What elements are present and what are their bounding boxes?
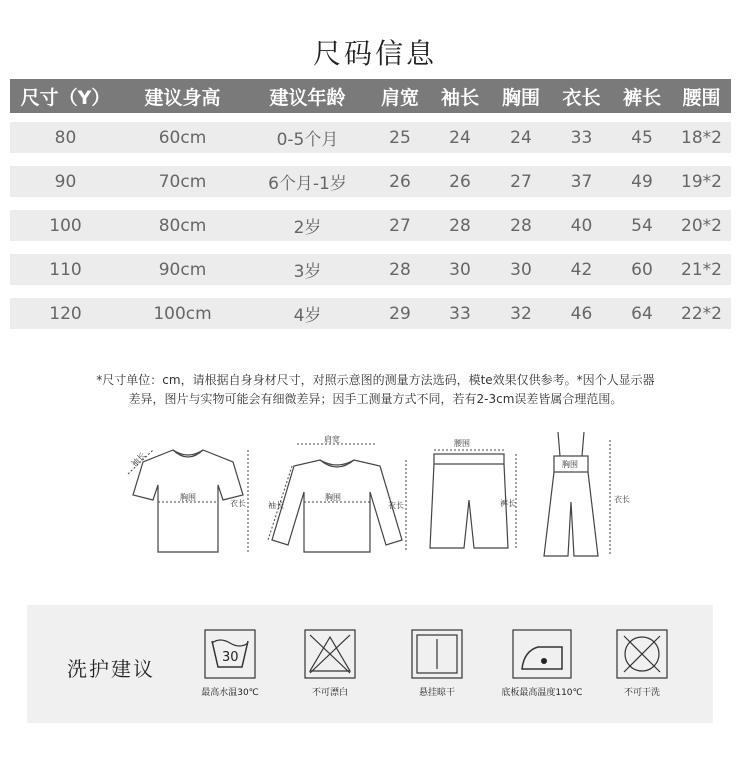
care-label: 底板最高温度110℃ bbox=[501, 688, 583, 698]
table-cell: 60 bbox=[631, 259, 653, 280]
care-item-no-bleach bbox=[275, 629, 385, 698]
no-bleach-icon bbox=[304, 629, 356, 679]
header-size: 尺寸（Y） bbox=[20, 86, 111, 109]
table-cell: 0-5个月 bbox=[276, 130, 339, 150]
table-cell: 20*2 bbox=[681, 215, 722, 236]
table-cell: 4岁 bbox=[293, 306, 322, 326]
care-item-hang-dry bbox=[382, 629, 492, 698]
size-table-header bbox=[10, 79, 731, 113]
care-label: 不可干洗 bbox=[623, 688, 660, 698]
overalls-length-label: 衣长 bbox=[614, 495, 630, 504]
table-cell: 32 bbox=[510, 303, 532, 324]
table-cell: 100cm bbox=[153, 303, 212, 324]
table-cell: 33 bbox=[449, 303, 471, 324]
table-cell: 29 bbox=[389, 303, 411, 324]
care-item-wash bbox=[175, 629, 285, 698]
header-length: 衣长 bbox=[562, 86, 601, 109]
overalls-diagram bbox=[538, 430, 638, 560]
note-line-1: *尺寸单位：cm，请根据自身身材尺寸，对照示意图的测量方法选码，模te效果仅供参考。*因个人显示器 bbox=[96, 373, 655, 387]
table-cell: 25 bbox=[389, 127, 411, 148]
table-row bbox=[10, 210, 731, 241]
wash-30-icon bbox=[204, 629, 256, 679]
care-label: 悬挂晾干 bbox=[418, 688, 455, 698]
sweater-shoulder-label: 肩宽 bbox=[324, 435, 340, 444]
table-row bbox=[10, 122, 731, 153]
table-cell: 60cm bbox=[158, 127, 207, 148]
table-cell: 120 bbox=[49, 303, 82, 324]
header-shoulder: 肩宽 bbox=[380, 86, 419, 109]
care-item-iron bbox=[487, 629, 597, 698]
table-cell: 2岁 bbox=[293, 218, 322, 238]
iron-icon bbox=[512, 629, 572, 679]
table-cell: 26 bbox=[389, 171, 411, 192]
table-cell: 42 bbox=[570, 259, 593, 280]
table-cell: 49 bbox=[631, 171, 653, 192]
care-label: 最高水温30℃ bbox=[201, 688, 259, 698]
sweater-chest-label: 胸围 bbox=[325, 493, 341, 502]
shorts-diagram bbox=[424, 430, 524, 560]
table-cell: 90cm bbox=[158, 259, 207, 280]
header-height: 建议身高 bbox=[144, 86, 221, 109]
table-cell: 110 bbox=[49, 259, 82, 280]
table-cell: 45 bbox=[631, 127, 653, 148]
table-cell: 80cm bbox=[158, 215, 207, 236]
table-cell: 27 bbox=[389, 215, 411, 236]
table-cell: 26 bbox=[449, 171, 471, 192]
table-cell: 18*2 bbox=[681, 127, 722, 148]
wash-temp-text: 30 bbox=[222, 650, 239, 665]
table-cell: 28 bbox=[389, 259, 411, 280]
table-cell: 30 bbox=[510, 259, 532, 280]
table-row bbox=[10, 166, 731, 197]
table-cell: 6个月-1岁 bbox=[268, 174, 347, 194]
overalls-chest-label: 胸围 bbox=[562, 460, 578, 469]
care-title: 洗护建议 bbox=[67, 657, 155, 681]
table-cell: 33 bbox=[570, 127, 593, 148]
shorts-waist-label: 腰围 bbox=[454, 439, 470, 448]
hang-dry-icon bbox=[411, 629, 463, 679]
table-cell: 27 bbox=[510, 171, 532, 192]
table-cell: 90 bbox=[54, 171, 77, 192]
table-cell: 24 bbox=[449, 127, 471, 148]
table-cell: 30 bbox=[449, 259, 471, 280]
table-cell: 28 bbox=[510, 215, 532, 236]
table-cell: 28 bbox=[449, 215, 471, 236]
table-cell: 80 bbox=[54, 127, 77, 148]
table-cell: 70cm bbox=[158, 171, 207, 192]
tshirt-chest-label: 胸围 bbox=[180, 493, 196, 502]
table-cell: 37 bbox=[570, 171, 593, 192]
table-cell: 46 bbox=[570, 303, 593, 324]
note-line-2: 差异，图片与实物可能会有细微差异；因手工测量方式不同，若有2-3cm误差皆属合理范围。 bbox=[128, 392, 623, 406]
table-cell: 54 bbox=[631, 215, 653, 236]
tshirt-sleeve-label: 袖长 bbox=[129, 450, 148, 469]
tshirt-length-label: 衣长 bbox=[230, 499, 246, 508]
table-cell: 40 bbox=[570, 215, 593, 236]
care-label: 不可漂白 bbox=[311, 688, 348, 698]
sweater-sleeve-label: 袖长 bbox=[268, 501, 284, 510]
header-waist: 腰围 bbox=[682, 86, 721, 109]
table-row bbox=[10, 298, 731, 329]
sweater-diagram bbox=[262, 430, 412, 560]
tshirt-diagram bbox=[118, 430, 258, 560]
table-row bbox=[10, 254, 731, 285]
header-chest: 胸围 bbox=[501, 86, 540, 109]
shorts-pants-length-label: 裤长 bbox=[500, 499, 516, 508]
size-note bbox=[10, 371, 741, 409]
table-cell: 22*2 bbox=[681, 303, 722, 324]
table-cell: 100 bbox=[49, 215, 82, 236]
no-dry-clean-icon bbox=[616, 629, 668, 679]
page-title: 尺码信息 bbox=[312, 37, 437, 70]
table-cell: 3岁 bbox=[293, 262, 322, 282]
table-cell: 24 bbox=[510, 127, 532, 148]
table-cell: 64 bbox=[631, 303, 653, 324]
table-cell: 19*2 bbox=[681, 171, 722, 192]
header-pants-length: 裤长 bbox=[622, 86, 661, 109]
table-cell: 21*2 bbox=[681, 259, 722, 280]
care-panel bbox=[27, 605, 713, 723]
header-sleeve: 袖长 bbox=[440, 86, 479, 109]
header-age: 建议年龄 bbox=[269, 86, 346, 109]
care-item-no-dry-clean bbox=[587, 629, 697, 698]
sweater-length-label: 衣长 bbox=[388, 501, 404, 510]
